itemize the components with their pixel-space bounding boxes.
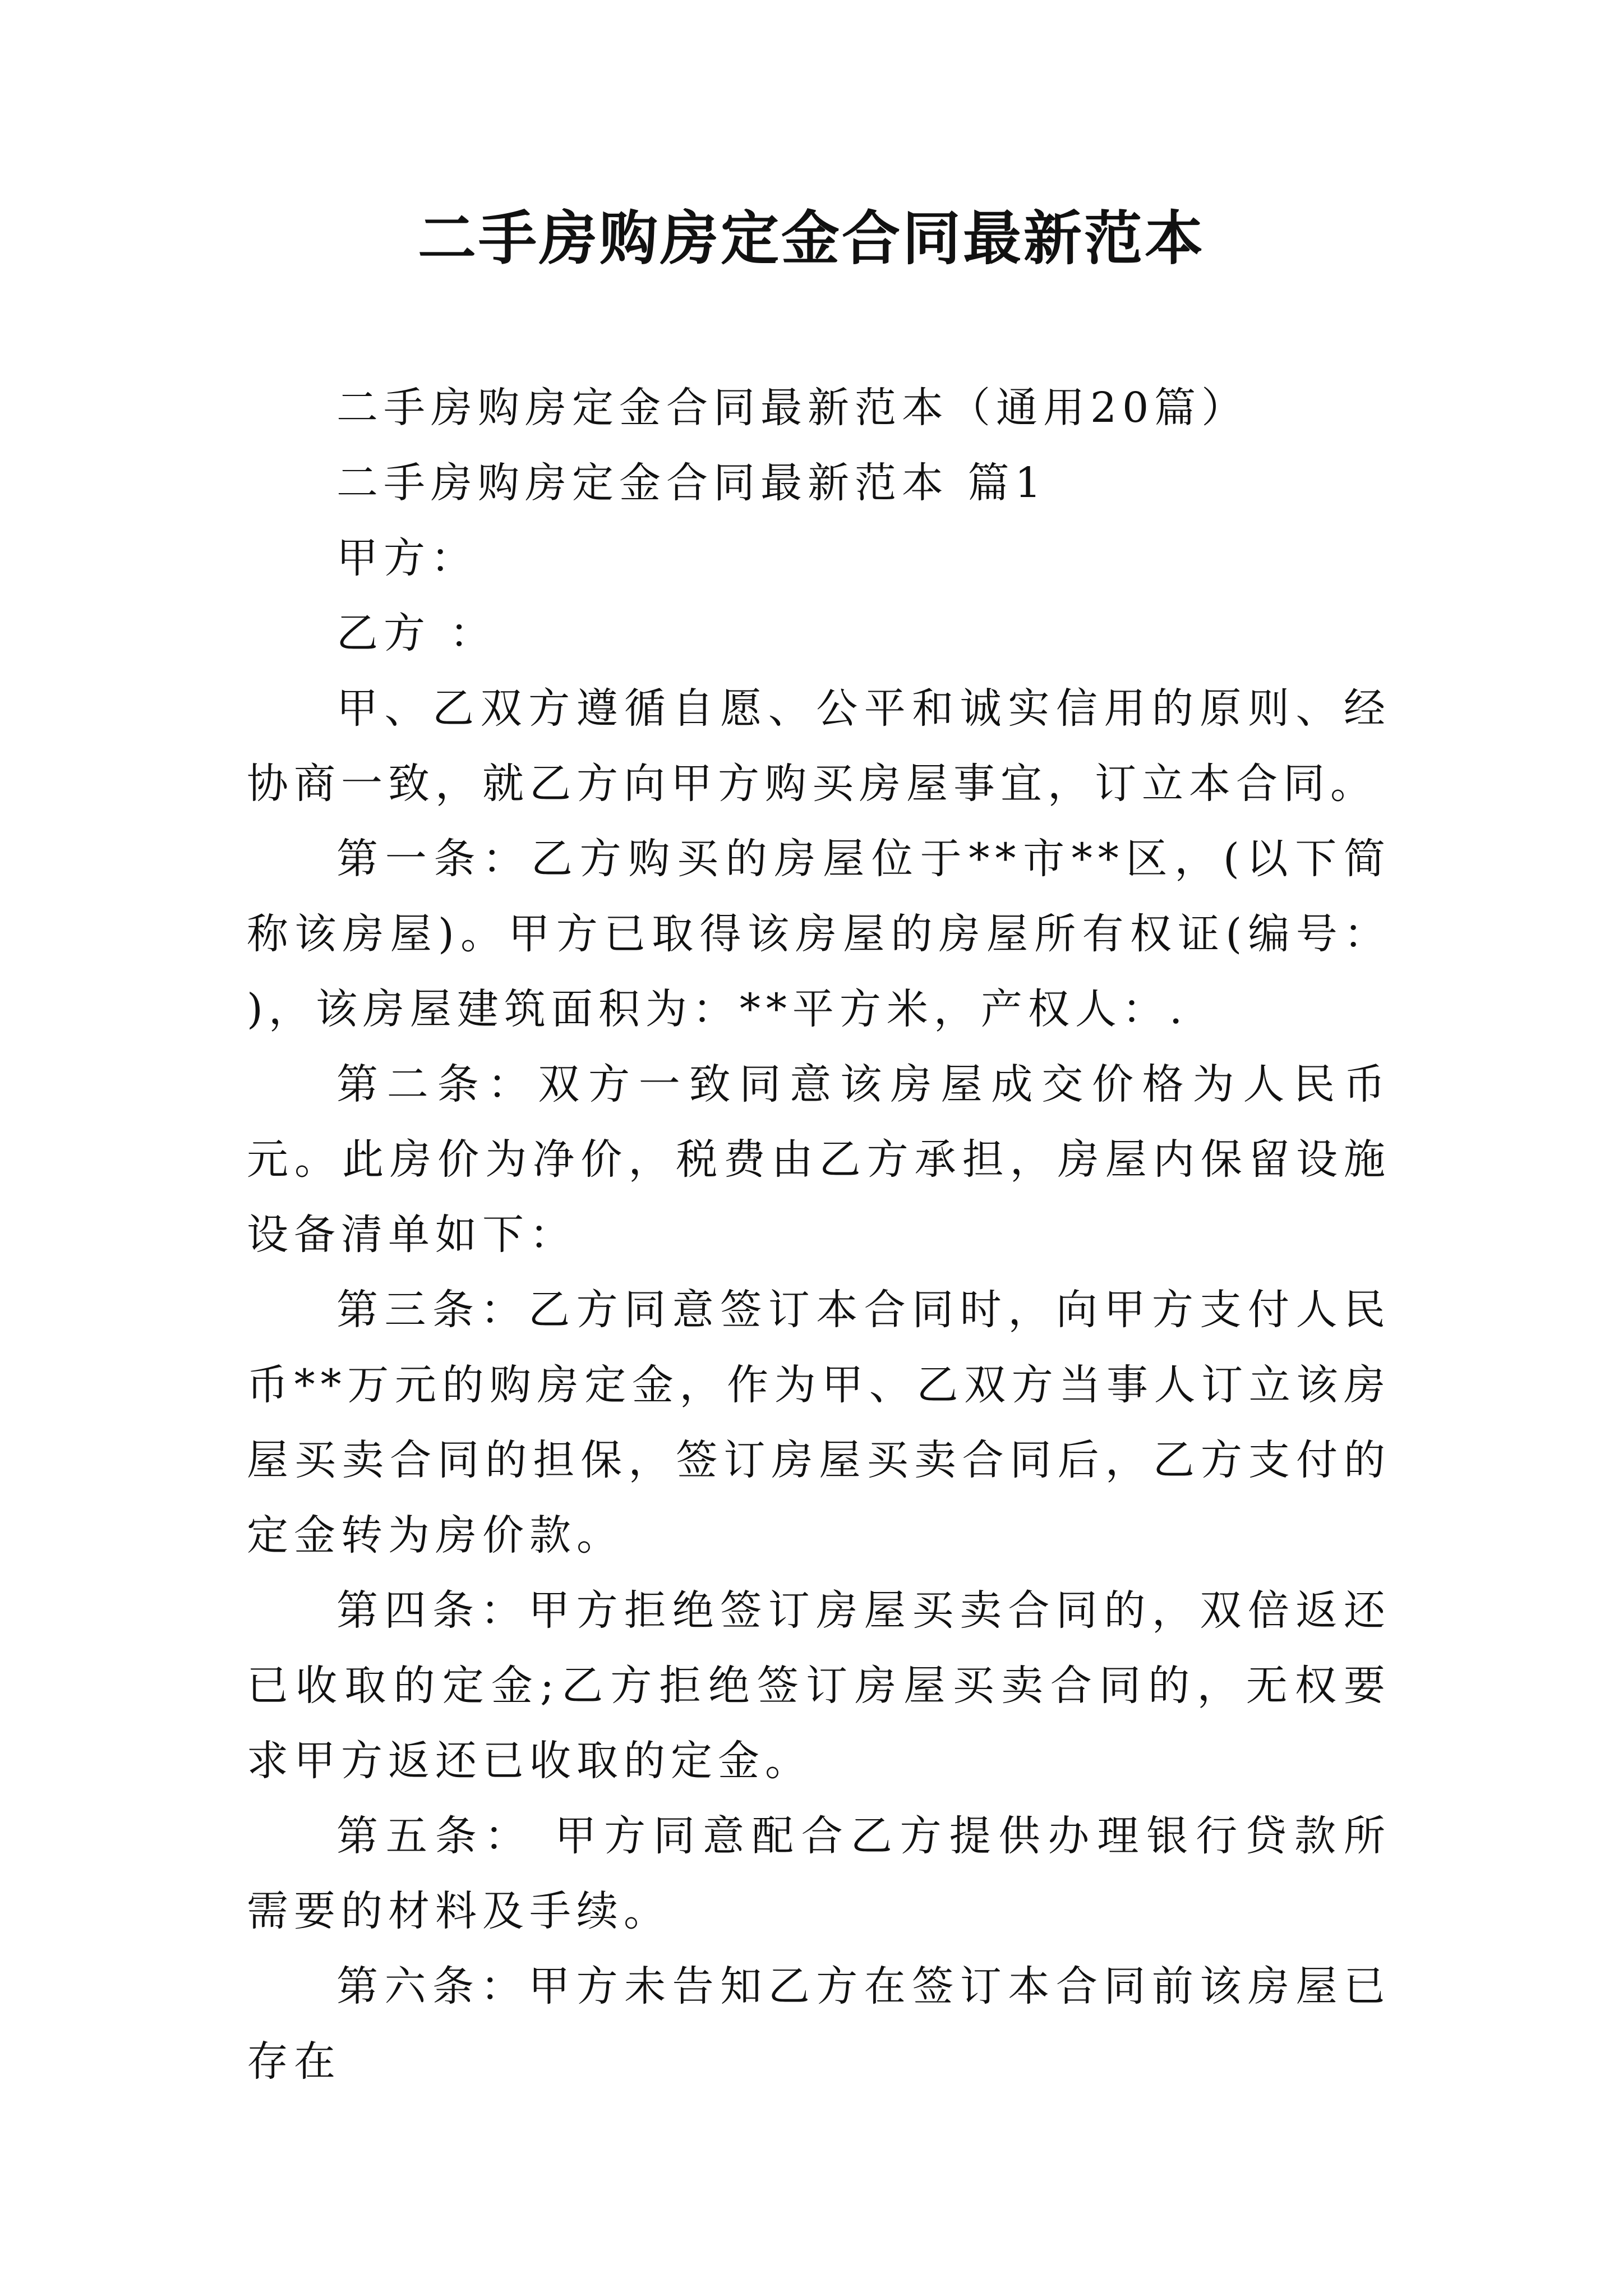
paragraph-preamble: 甲、乙双方遵循自愿、公平和诚实信用的原则、经协商一致，就乙方向甲方购买房屋事宜，订立本合同。: [247, 684, 1391, 808]
paragraph-article-5: 第五条： 甲方同意配合乙方提供办理银行贷款所需要的材料及手续。: [247, 1812, 1391, 1935]
paragraph-party-b: 乙方 ：: [336, 609, 497, 657]
document-title: 二手房购房定金合同最新范本: [417, 204, 1205, 273]
paragraph-article-3: 第三条：乙方同意签订本合同时，向甲方支付人民币**万元的购房定金，作为甲、乙双方当事人订立该房屋买卖合同的担保，签订房屋买卖合同后，乙方支付的定金转为房价款。: [247, 1286, 1391, 1559]
document-body: [247, 370, 1391, 2099]
paragraph-article-6: 第六条：甲方未告知乙方在签订本合同前该房屋已存在: [247, 1962, 1391, 2086]
paragraph-article-1: 第一条：乙方购买的房屋位于**市**区，(以下简称该房屋)。甲方已取得该房屋的房屋所有权证(编号： )，该房屋建筑面积为：**平方米，产权人：.: [247, 835, 1391, 1033]
paragraph-article-4: 第四条：甲方拒绝签订房屋买卖合同的，双倍返还已收取的定金;乙方拒绝签订房屋买卖合同的，无权要求甲方返还已收取的定金。: [247, 1586, 1391, 1785]
paragraph-party-a: 甲方：: [336, 534, 478, 582]
paragraph-section-heading: 二手房购房定金合同最新范本 篇1: [336, 459, 1047, 507]
paragraph-subtitle: 二手房购房定金合同最新范本（通用20篇）: [336, 384, 1249, 432]
paragraph-article-2: 第二条：双方一致同意该房屋成交价格为人民币元。此房价为净价，税费由乙方承担，房屋内保留设施设备清单如下：: [247, 1060, 1391, 1259]
